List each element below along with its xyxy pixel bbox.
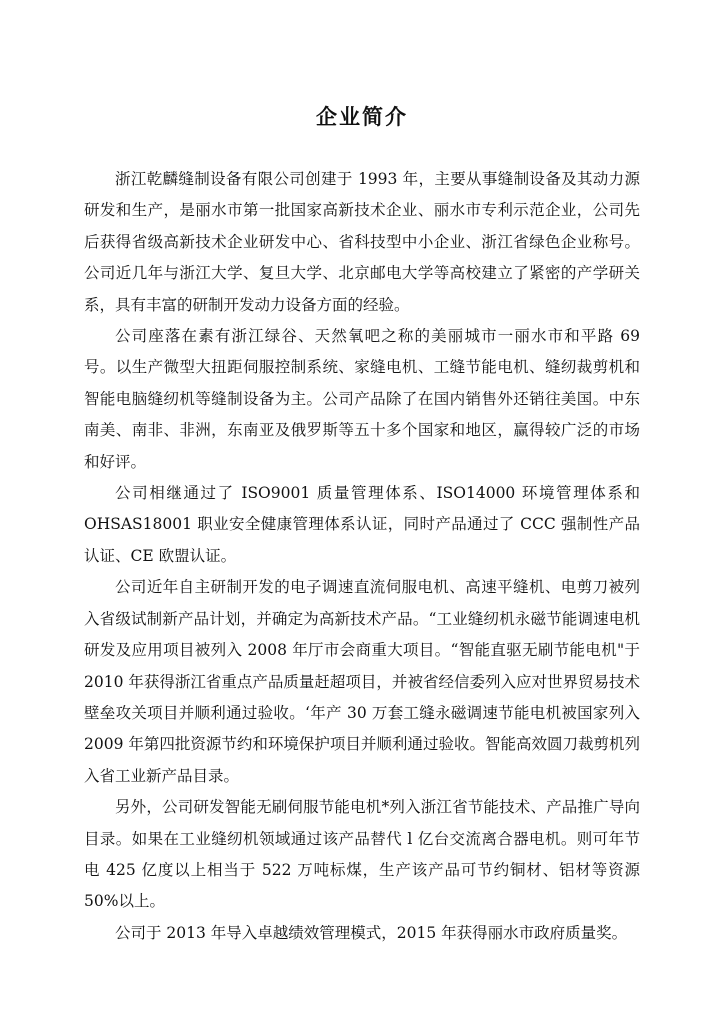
- paragraph-certifications: 公司相继通过了 ISO9001 质量管理体系、ISO14000 环境管理体系和 OHSAS18001 职业安全健康管理体系认证，同时产品通过了 CCC 强制性产品认证、CE 欧盟认证。: [84, 484, 640, 565]
- paragraph-energy-saving: 另外，公司研发智能无刷伺服节能电机*列入浙江省节能技术、产品推广导向目录。如果在工业缝纫机领域通过该产品替代 l 亿台交流离合器电机。则可年节电 425 亿度以上相当于 522 万吨标煤，生产该产品可节约铜材、铝材等资源 50%以上。: [84, 798, 640, 911]
- paragraph-quality-award: 公司于 2013 年导入卓越绩效管理模式，2015 年获得丽水市政府质量奖。: [115, 923, 628, 942]
- body-text: [84, 164, 640, 949]
- paragraph-founding: 浙江乾麟缝制设备有限公司创建于 1993 年，主要从事缝制设备及其动力源研发和生产，是丽水市第一批国家高新技术企业、丽水市专利示范企业，公司先后获得省级高新技术企业研发中心、省科技型中小企业、浙江省绿色企业称号。公司近几年与浙江大学、复旦大学、北京邮电大学等高校建立了紧密的产学研关系，具有丰富的研制开发动力设备方面的经验。: [84, 170, 640, 314]
- paragraph-location-products: 公司座落在素有浙江绿谷、天然氧吧之称的美丽城市一丽水市和平路 69 号。以生产微型大扭距伺服控制系统、家缝电机、工缝节能电机、缝纫裁剪机和智能电脑缝纫机等缝制设备为主。公司产品除了在国内销售外还销往美国。中东南美、南非、非洲，东南亚及俄罗斯等五十多个国家和地区，赢得较广泛的市场和好评。: [84, 327, 640, 471]
- page-title: 企业简介: [316, 104, 408, 129]
- paragraph-research-projects: 公司近年自主研制开发的电子调速直流伺服电机、高速平缝机、电剪刀被列入省级试制新产品计划，并确定为高新技术产品。“工业缝纫机永磁节能调速电机研发及应用项目被列入 2008 年厅市会商重大项目。“智能直驱无刷节能电机"于 2010 年获得浙江省重点产品质量赶超项目，并被省经信委列入应对世界贸易技术壁垒攻关项目并顺利通过验收。‘年产 30 万套工缝永磁调速节能电机被国家列入 2009 年第四批资源节约和环境保护项目并顺利通过验收。智能高效圆刀裁剪机列入省工业新产品目录。: [84, 578, 640, 785]
